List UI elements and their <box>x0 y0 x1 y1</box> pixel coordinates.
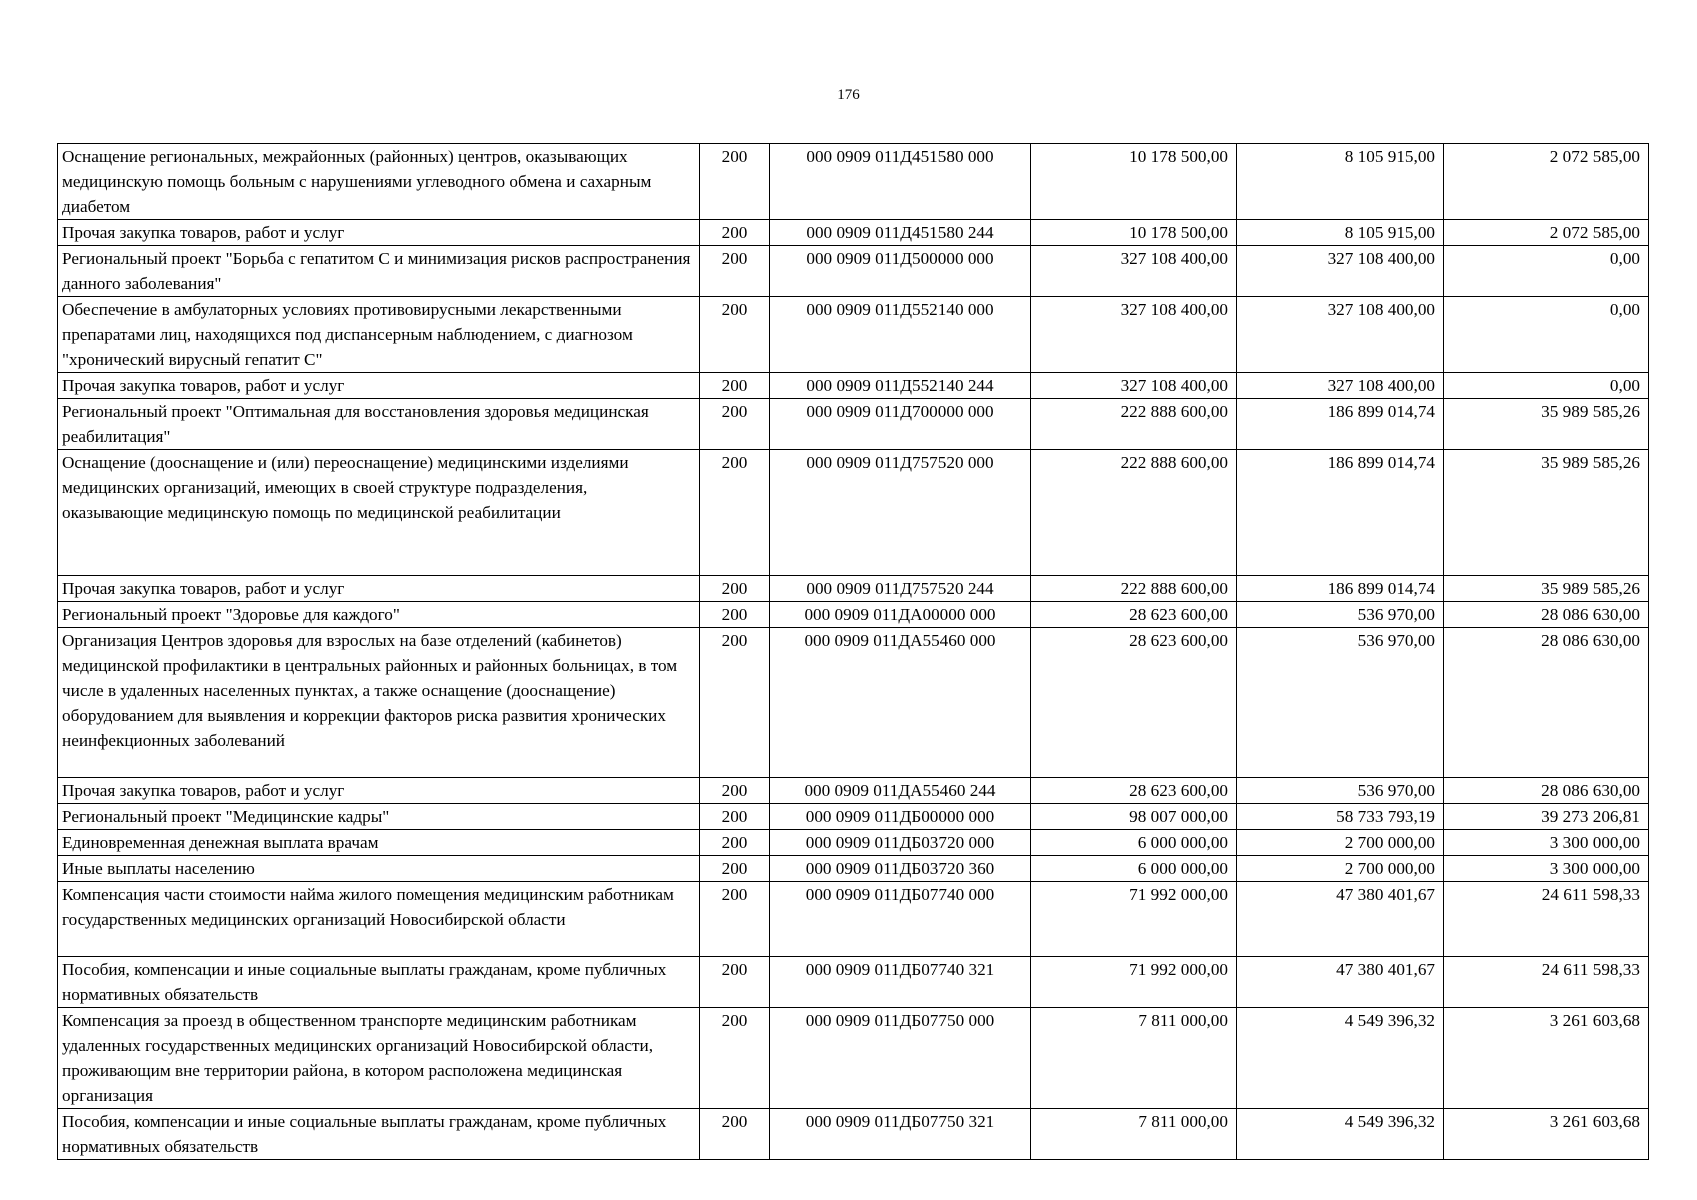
budget-classification-code-cell: 000 0909 011Д552140 000 <box>770 297 1031 373</box>
budget-classification-code-cell: 000 0909 011Д700000 000 <box>770 399 1031 450</box>
budget-classification-code-cell: 000 0909 011ДА00000 000 <box>770 602 1031 628</box>
executed-amount-cell: 186 899 014,74 <box>1237 399 1444 450</box>
table-row <box>58 1109 1649 1160</box>
approved-amount-cell: 222 888 600,00 <box>1031 576 1237 602</box>
executed-amount-cell: 186 899 014,74 <box>1237 576 1444 602</box>
budget-classification-code-cell: 000 0909 011Д451580 244 <box>770 220 1031 246</box>
executed-amount-cell: 186 899 014,74 <box>1237 450 1444 576</box>
unexecuted-amount-cell: 3 261 603,68 <box>1444 1008 1649 1109</box>
line-code-cell: 200 <box>700 576 770 602</box>
budget-classification-code-cell: 000 0909 011ДБ03720 360 <box>770 856 1031 882</box>
unexecuted-amount-cell: 24 611 598,33 <box>1444 957 1649 1008</box>
approved-amount-cell: 10 178 500,00 <box>1031 220 1237 246</box>
executed-amount-cell: 47 380 401,67 <box>1237 957 1444 1008</box>
table-row <box>58 297 1649 373</box>
unexecuted-amount-cell: 3 261 603,68 <box>1444 1109 1649 1160</box>
approved-amount-cell: 327 108 400,00 <box>1031 297 1237 373</box>
approved-amount-cell: 28 623 600,00 <box>1031 602 1237 628</box>
expense-name-cell: Прочая закупка товаров, работ и услуг <box>58 373 700 399</box>
line-code-cell: 200 <box>700 246 770 297</box>
budget-classification-code-cell: 000 0909 011ДБ07740 000 <box>770 882 1031 957</box>
executed-amount-cell: 2 700 000,00 <box>1237 830 1444 856</box>
line-code-cell: 200 <box>700 1109 770 1160</box>
line-code-cell: 200 <box>700 628 770 778</box>
approved-amount-cell: 222 888 600,00 <box>1031 450 1237 576</box>
approved-amount-cell: 222 888 600,00 <box>1031 399 1237 450</box>
unexecuted-amount-cell: 39 273 206,81 <box>1444 804 1649 830</box>
executed-amount-cell: 327 108 400,00 <box>1237 246 1444 297</box>
approved-amount-cell: 28 623 600,00 <box>1031 628 1237 778</box>
table-row <box>58 220 1649 246</box>
line-code-cell: 200 <box>700 373 770 399</box>
expense-name-cell: Иные выплаты населению <box>58 856 700 882</box>
line-code-cell: 200 <box>700 1008 770 1109</box>
unexecuted-amount-cell: 0,00 <box>1444 297 1649 373</box>
table-row <box>58 246 1649 297</box>
unexecuted-amount-cell: 28 086 630,00 <box>1444 602 1649 628</box>
line-code-cell: 200 <box>700 830 770 856</box>
expense-name-cell: Единовременная денежная выплата врачам <box>58 830 700 856</box>
budget-classification-code-cell: 000 0909 011ДБ07750 000 <box>770 1008 1031 1109</box>
unexecuted-amount-cell: 28 086 630,00 <box>1444 628 1649 778</box>
expense-name-cell: Оснащение (дооснащение и (или) переоснащение) медицинскими изделиями медицинских организаций, имеющих в своей структуре подразделения, оказывающие медицинскую помощь по медицинской реабилитации <box>58 450 700 576</box>
executed-amount-cell: 47 380 401,67 <box>1237 882 1444 957</box>
line-code-cell: 200 <box>700 450 770 576</box>
unexecuted-amount-cell: 28 086 630,00 <box>1444 778 1649 804</box>
unexecuted-amount-cell: 0,00 <box>1444 373 1649 399</box>
expense-name-cell: Прочая закупка товаров, работ и услуг <box>58 778 700 804</box>
budget-classification-code-cell: 000 0909 011ДБ07750 321 <box>770 1109 1031 1160</box>
executed-amount-cell: 4 549 396,32 <box>1237 1008 1444 1109</box>
approved-amount-cell: 6 000 000,00 <box>1031 856 1237 882</box>
line-code-cell: 200 <box>700 399 770 450</box>
budget-classification-code-cell: 000 0909 011Д451580 000 <box>770 144 1031 220</box>
budget-classification-code-cell: 000 0909 011ДБ00000 000 <box>770 804 1031 830</box>
line-code-cell: 200 <box>700 778 770 804</box>
unexecuted-amount-cell: 35 989 585,26 <box>1444 576 1649 602</box>
approved-amount-cell: 10 178 500,00 <box>1031 144 1237 220</box>
unexecuted-amount-cell: 2 072 585,00 <box>1444 144 1649 220</box>
executed-amount-cell: 327 108 400,00 <box>1237 297 1444 373</box>
expense-name-cell: Организация Центров здоровья для взрослых на базе отделений (кабинетов) медицинской профилактики в центральных районных и районных больницах, в том числе в удаленных населенных пунктах, а также оснащение (дооснащение) оборудованием для выявления и коррекции факторов риска развития хронических неинфекционных заболеваний <box>58 628 700 778</box>
table-row <box>58 830 1649 856</box>
table-row <box>58 957 1649 1008</box>
expense-name-cell: Региональный проект "Здоровье для каждого" <box>58 602 700 628</box>
expense-name-cell: Компенсация за проезд в общественном транспорте медицинским работникам удаленных государственных медицинских организаций Новосибирской области, проживающим вне территории района, в котором расположена медицинская организация <box>58 1008 700 1109</box>
unexecuted-amount-cell: 3 300 000,00 <box>1444 856 1649 882</box>
expense-name-cell: Пособия, компенсации и иные социальные выплаты гражданам, кроме публичных нормативных обязательств <box>58 957 700 1008</box>
line-code-cell: 200 <box>700 856 770 882</box>
line-code-cell: 200 <box>700 957 770 1008</box>
line-code-cell: 200 <box>700 297 770 373</box>
budget-classification-code-cell: 000 0909 011Д500000 000 <box>770 246 1031 297</box>
approved-amount-cell: 28 623 600,00 <box>1031 778 1237 804</box>
budget-classification-code-cell: 000 0909 011Д757520 000 <box>770 450 1031 576</box>
unexecuted-amount-cell: 0,00 <box>1444 246 1649 297</box>
table-row <box>58 882 1649 957</box>
table-row <box>58 856 1649 882</box>
executed-amount-cell: 536 970,00 <box>1237 628 1444 778</box>
budget-execution-table <box>57 143 1649 1160</box>
table-row <box>58 576 1649 602</box>
approved-amount-cell: 71 992 000,00 <box>1031 882 1237 957</box>
approved-amount-cell: 327 108 400,00 <box>1031 373 1237 399</box>
expense-name-cell: Обеспечение в амбулаторных условиях противовирусными лекарственными препаратами лиц, находящихся под диспансерным наблюдением, с диагнозом "хронический вирусный гепатит С" <box>58 297 700 373</box>
approved-amount-cell: 98 007 000,00 <box>1031 804 1237 830</box>
page-number: 176 <box>837 87 860 103</box>
executed-amount-cell: 58 733 793,19 <box>1237 804 1444 830</box>
expense-name-cell: Региональный проект "Медицинские кадры" <box>58 804 700 830</box>
table-row <box>58 373 1649 399</box>
executed-amount-cell: 8 105 915,00 <box>1237 220 1444 246</box>
approved-amount-cell: 7 811 000,00 <box>1031 1008 1237 1109</box>
executed-amount-cell: 327 108 400,00 <box>1237 373 1444 399</box>
table-row <box>58 450 1649 576</box>
approved-amount-cell: 6 000 000,00 <box>1031 830 1237 856</box>
approved-amount-cell: 327 108 400,00 <box>1031 246 1237 297</box>
budget-classification-code-cell: 000 0909 011ДБ03720 000 <box>770 830 1031 856</box>
approved-amount-cell: 7 811 000,00 <box>1031 1109 1237 1160</box>
line-code-cell: 200 <box>700 602 770 628</box>
line-code-cell: 200 <box>700 804 770 830</box>
expense-name-cell: Прочая закупка товаров, работ и услуг <box>58 220 700 246</box>
budget-classification-code-cell: 000 0909 011ДА55460 000 <box>770 628 1031 778</box>
unexecuted-amount-cell: 2 072 585,00 <box>1444 220 1649 246</box>
line-code-cell: 200 <box>700 220 770 246</box>
expense-name-cell: Компенсация части стоимости найма жилого помещения медицинским работникам государственных медицинских организаций Новосибирской области <box>58 882 700 957</box>
expense-name-cell: Региональный проект "Борьба с гепатитом С и минимизация рисков распространения данного заболевания" <box>58 246 700 297</box>
line-code-cell: 200 <box>700 882 770 957</box>
executed-amount-cell: 2 700 000,00 <box>1237 856 1444 882</box>
table-row <box>58 399 1649 450</box>
unexecuted-amount-cell: 35 989 585,26 <box>1444 450 1649 576</box>
executed-amount-cell: 536 970,00 <box>1237 778 1444 804</box>
expense-name-cell: Прочая закупка товаров, работ и услуг <box>58 576 700 602</box>
executed-amount-cell: 4 549 396,32 <box>1237 1109 1444 1160</box>
unexecuted-amount-cell: 24 611 598,33 <box>1444 882 1649 957</box>
table-row <box>58 778 1649 804</box>
line-code-cell: 200 <box>700 144 770 220</box>
table-row <box>58 1008 1649 1109</box>
expense-name-cell: Региональный проект "Оптимальная для восстановления здоровья медицинская реабилитация" <box>58 399 700 450</box>
table-row <box>58 602 1649 628</box>
expense-name-cell: Пособия, компенсации и иные социальные выплаты гражданам, кроме публичных нормативных обязательств <box>58 1109 700 1160</box>
table-row <box>58 628 1649 778</box>
budget-classification-code-cell: 000 0909 011ДА55460 244 <box>770 778 1031 804</box>
table-row <box>58 804 1649 830</box>
budget-classification-code-cell: 000 0909 011Д757520 244 <box>770 576 1031 602</box>
unexecuted-amount-cell: 3 300 000,00 <box>1444 830 1649 856</box>
executed-amount-cell: 8 105 915,00 <box>1237 144 1444 220</box>
executed-amount-cell: 536 970,00 <box>1237 602 1444 628</box>
budget-classification-code-cell: 000 0909 011ДБ07740 321 <box>770 957 1031 1008</box>
unexecuted-amount-cell: 35 989 585,26 <box>1444 399 1649 450</box>
expense-name-cell: Оснащение региональных, межрайонных (районных) центров, оказывающих медицинскую помощь больным с нарушениями углеводного обмена и сахарным диабетом <box>58 144 700 220</box>
approved-amount-cell: 71 992 000,00 <box>1031 957 1237 1008</box>
budget-classification-code-cell: 000 0909 011Д552140 244 <box>770 373 1031 399</box>
table-row <box>58 144 1649 220</box>
